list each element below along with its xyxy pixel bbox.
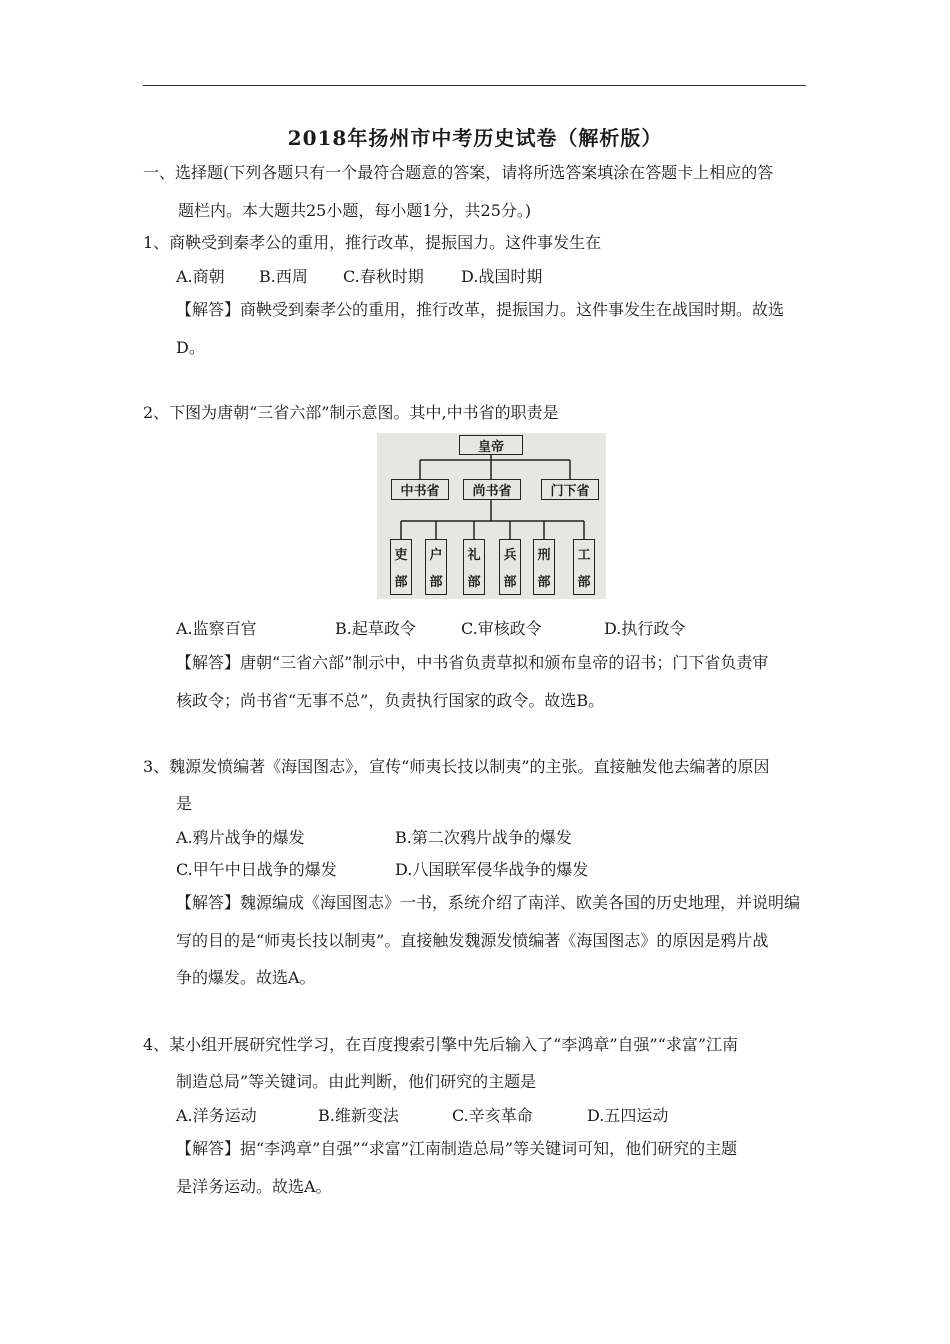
ministry-char: 部 [467, 575, 481, 590]
ministry-char: 部 [577, 575, 591, 590]
question-4-answer-line-2: 是洋务运动。故选A。 [176, 1177, 332, 1196]
header-rule [143, 85, 806, 86]
question-4-answer-line-1: 【解答】据“李鸿章”自强”“求富”江南制造总局”等关键词可知，他们研究的主题 [176, 1139, 738, 1158]
question-1-option-a: A.商朝 [176, 267, 225, 286]
question-3-stem-line-2: 是 [176, 794, 193, 813]
question-1-stem: 1、商鞅受到秦孝公的重用，推行改革，提振国力。这件事发生在 [143, 233, 602, 252]
ministry-box-hu-revenue [425, 539, 447, 595]
ministry-char: 部 [503, 575, 517, 590]
question-2-option-c: C.审核政令 [461, 619, 542, 638]
page-title: 2018年扬州市中考历史试卷（解析版） [287, 126, 663, 150]
question-1-option-d: D.战国时期 [461, 267, 543, 286]
question-1-answer-line-1: 【解答】商鞅受到秦孝公的重用，推行改革，提振国力。这件事发生在战国时期。故选 [176, 300, 785, 319]
ministry-char: 部 [537, 575, 551, 590]
question-1-option-b: B.西周 [259, 267, 308, 286]
question-1-answer-line-2: D。 [176, 338, 205, 357]
ministry-char: 工 [577, 548, 591, 563]
question-2-option-b: B.起草政令 [335, 619, 416, 638]
menxia-province-box: 门下省 [541, 479, 599, 500]
question-3-option-c: C.甲午中日战争的爆发 [176, 860, 337, 879]
ministry-box-gong-works [573, 539, 595, 595]
question-3-answer-line-2: 写的目的是“师夷长技以制夷”。直接触发魏源发愤编著《海国图志》的原因是鸦片战 [176, 931, 769, 950]
question-3-option-b: B.第二次鸦片战争的爆发 [395, 828, 572, 847]
question-3-answer-line-3: 争的爆发。故选A。 [176, 968, 316, 987]
question-4-option-d: D.五四运动 [587, 1106, 669, 1125]
ministry-char: 礼 [467, 548, 481, 563]
question-3-stem-line-1: 3、魏源发愤编著《海国图志》，宣传“师夷长技以制夷”的主张。直接触发他去编著的原因 [143, 757, 770, 776]
question-4-option-a: A.洋务运动 [176, 1106, 257, 1125]
question-4-option-b: B.维新变法 [318, 1106, 399, 1125]
ministry-box-bing-war [499, 539, 521, 595]
ministry-char: 吏 [394, 548, 408, 563]
question-3-option-d: D.八国联军侵华战争的爆发 [395, 860, 589, 879]
ministry-box-xing-justice [533, 539, 555, 595]
emperor-box: 皇帝 [459, 435, 523, 455]
question-4-option-c: C.辛亥革命 [452, 1106, 533, 1125]
ministry-char: 兵 [503, 548, 517, 563]
section-heading-line-1: 一、选择题(下列各题只有一个最符合题意的答案，请将所选答案填涂在答题卡上相应的答 [143, 163, 774, 182]
question-3-answer-line-1: 【解答】魏源编成《海国图志》一书，系统介绍了南洋、欧美各国的历史地理，并说明编 [176, 893, 801, 912]
question-2-answer-line-1: 【解答】唐朝“三省六部”制示中，中书省负责草拟和颁布皇帝的诏书；门下省负责审 [176, 653, 769, 672]
question-1-option-c: C.春秋时期 [343, 267, 424, 286]
three-departments-diagram [377, 433, 606, 599]
question-4-stem-line-2: 制造总局”等关键词。由此判断，他们研究的主题是 [176, 1072, 537, 1091]
question-2-option-d: D.执行政令 [604, 619, 686, 638]
ministry-box-li-rites [463, 539, 485, 595]
section-heading-line-2: 题栏内。本大题共25小题，每小题1分，共25分。) [178, 201, 532, 220]
question-2-answer-line-2: 核政令；尚书省“无事不总”，负责执行国家的政令。故选B。 [176, 691, 605, 710]
question-2-option-a: A.监察百官 [176, 619, 257, 638]
zhongshu-province-box: 中书省 [391, 479, 449, 500]
question-4-stem-line-1: 4、某小组开展研究性学习，在百度搜索引擎中先后输入了“李鸿章”自强”“求富”江南 [143, 1035, 739, 1054]
shangshu-province-box: 尚书省 [463, 479, 521, 500]
ministry-char: 刑 [537, 548, 551, 563]
question-3-option-a: A.鸦片战争的爆发 [176, 828, 305, 847]
ministry-char: 户 [429, 548, 443, 563]
ministry-char: 部 [394, 575, 408, 590]
ministry-box-li-personnel [390, 539, 412, 595]
ministry-char: 部 [429, 575, 443, 590]
question-2-stem: 2、下图为唐朝“三省六部”制示意图。其中,中书省的职责是 [143, 403, 559, 422]
